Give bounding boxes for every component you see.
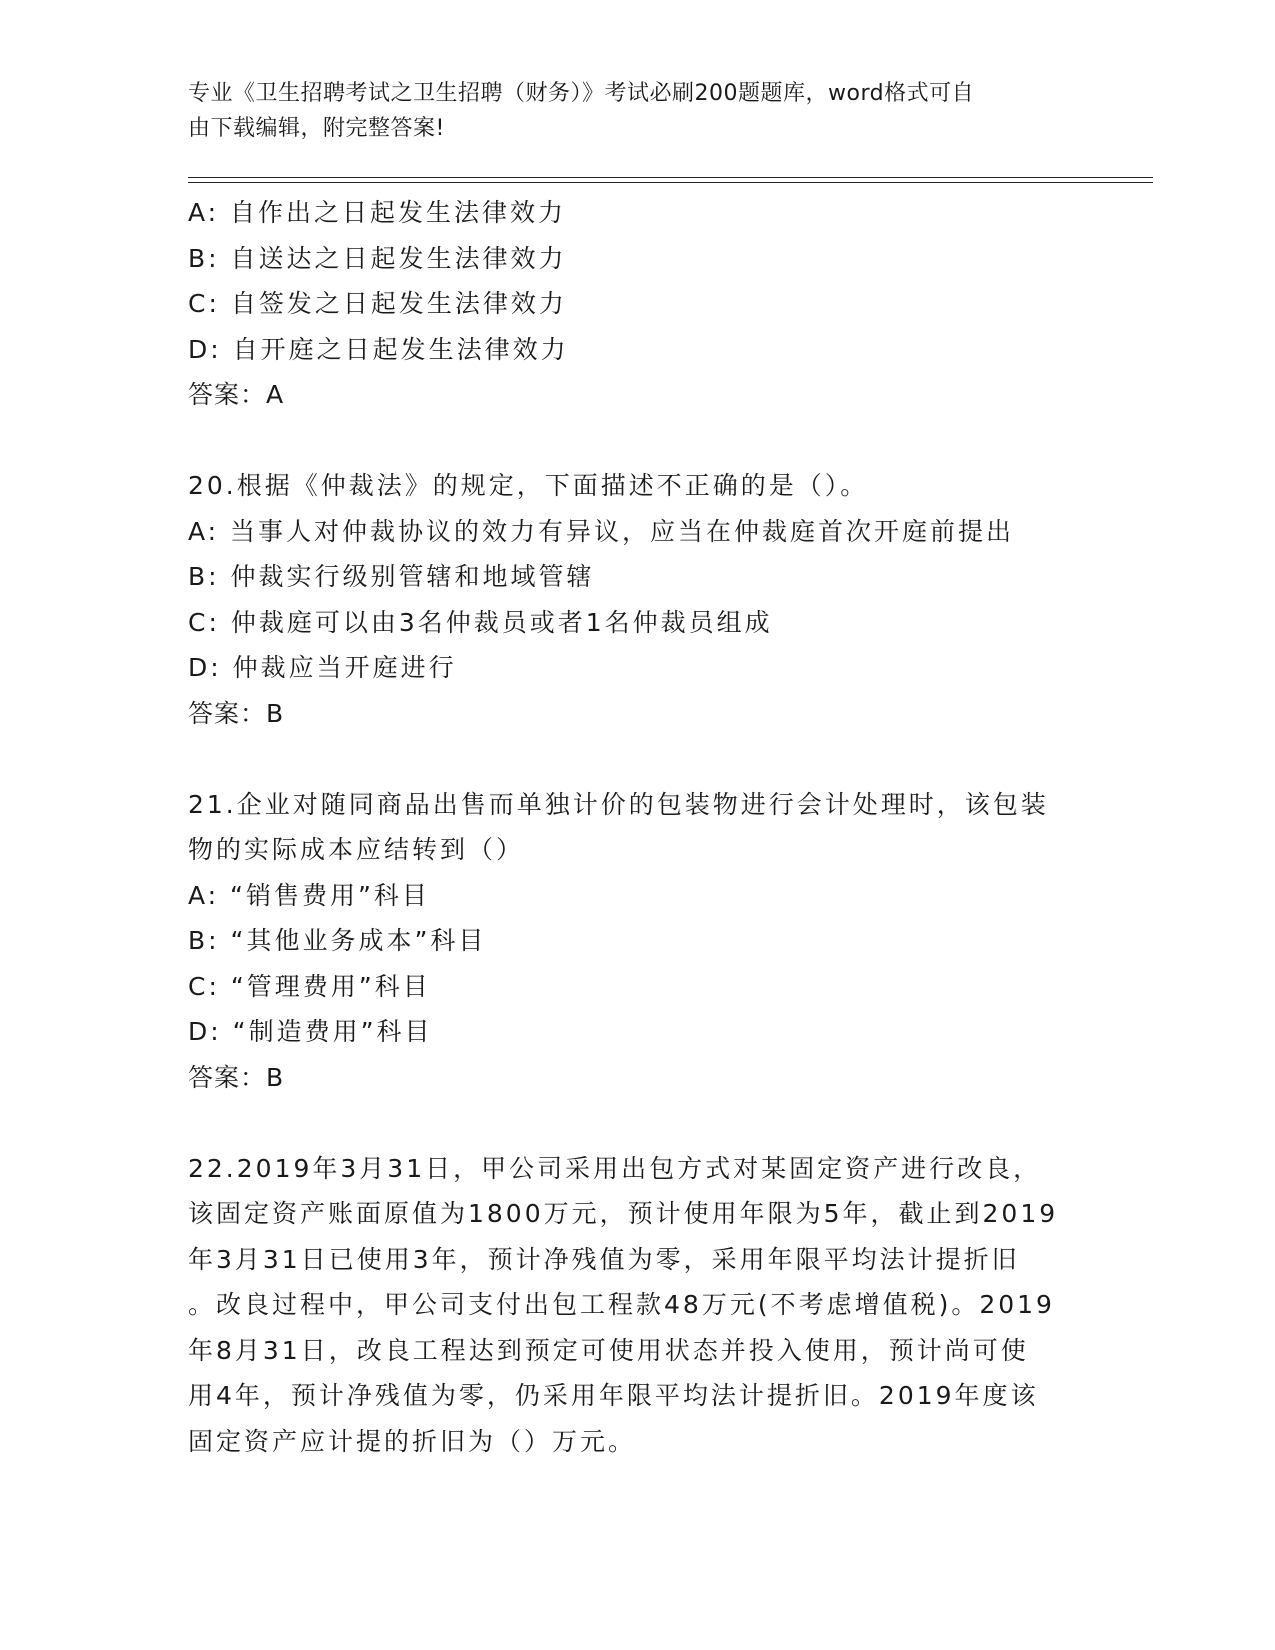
question-text-line-3: 年3月31日已使用3年，预计净残值为零，采用年限平均法计提折旧 — [188, 1244, 1020, 1274]
answer: 答案：B — [188, 698, 285, 728]
question-text-line-7: 固定资产应计提的折旧为（）万元。 — [188, 1426, 637, 1456]
option-b: B: 自送达之日起发生法律效力 — [188, 243, 567, 273]
answer: 答案：B — [188, 1062, 285, 1092]
header-rule-top — [188, 177, 1153, 178]
question-text-line-5: 年8月31日，改良工程达到预定可使用状态并投入使用，预计尚可使 — [188, 1335, 1029, 1365]
spacer — [188, 418, 1088, 463]
question-20 — [188, 463, 1088, 737]
spacer — [188, 1101, 1088, 1146]
option-c: C: “管理费用”科目 — [188, 971, 431, 1001]
option-d: D: 自开庭之日起发生法律效力 — [188, 334, 569, 364]
header-rule-bottom — [188, 182, 1153, 183]
question-21 — [188, 782, 1088, 1101]
question-text-line-2: 物的实际成本应结转到（） — [188, 835, 525, 864]
question-text-line-1: 22.2019年3月31日，甲公司采用出包方式对某固定资产进行改良， — [188, 1153, 1042, 1183]
question-text-line-4: 。改良过程中，甲公司支付出包工程款48万元(不考虑增值税)。2019 — [188, 1290, 1055, 1319]
question-text: 20.根据《仲裁法》的规定，下面描述不正确的是（）。 — [188, 471, 869, 500]
option-b: B: 仲裁实行级别管辖和地域管辖 — [188, 562, 595, 591]
option-c: C: 仲裁庭可以由3名仲裁员或者1名仲裁员组成 — [188, 607, 773, 637]
option-a: A: “销售费用”科目 — [188, 880, 430, 910]
option-a: A: 自作出之日起发生法律效力 — [188, 198, 567, 227]
spacer — [188, 737, 1088, 782]
answer: 答案：A — [188, 380, 285, 409]
question-text-line-6: 用4年，预计净残值为零，仍采用年限平均法计提折旧。2019年度该 — [188, 1381, 1039, 1410]
question-text-line-1: 21.企业对随同商品出售而单独计价的包装物进行会计处理时，该包装 — [188, 789, 1049, 819]
document-body — [188, 190, 1088, 1464]
option-d: D: 仲裁应当开庭进行 — [188, 653, 457, 682]
question-text-line-2: 该固定资产账面原值为1800万元，预计使用年限为5年，截止到2019 — [188, 1199, 1059, 1228]
header-line-2: 由下载编辑，附完整答案! — [188, 116, 445, 141]
header-line-1: 专业《卫生招聘考试之卫生招聘（财务）》考试必刷200题题库，word格式可自 — [188, 81, 975, 106]
question-22 — [188, 1146, 1088, 1465]
option-c: C: 自签发之日起发生法律效力 — [188, 289, 567, 318]
option-a: A: 当事人对仲裁协议的效力有异议，应当在仲裁庭首次开庭前提出 — [188, 516, 1015, 546]
question-19 — [188, 190, 1088, 418]
option-b: B: “其他业务成本”科目 — [188, 926, 487, 955]
page-header — [188, 76, 1088, 146]
option-d: D: “制造费用”科目 — [188, 1017, 433, 1046]
